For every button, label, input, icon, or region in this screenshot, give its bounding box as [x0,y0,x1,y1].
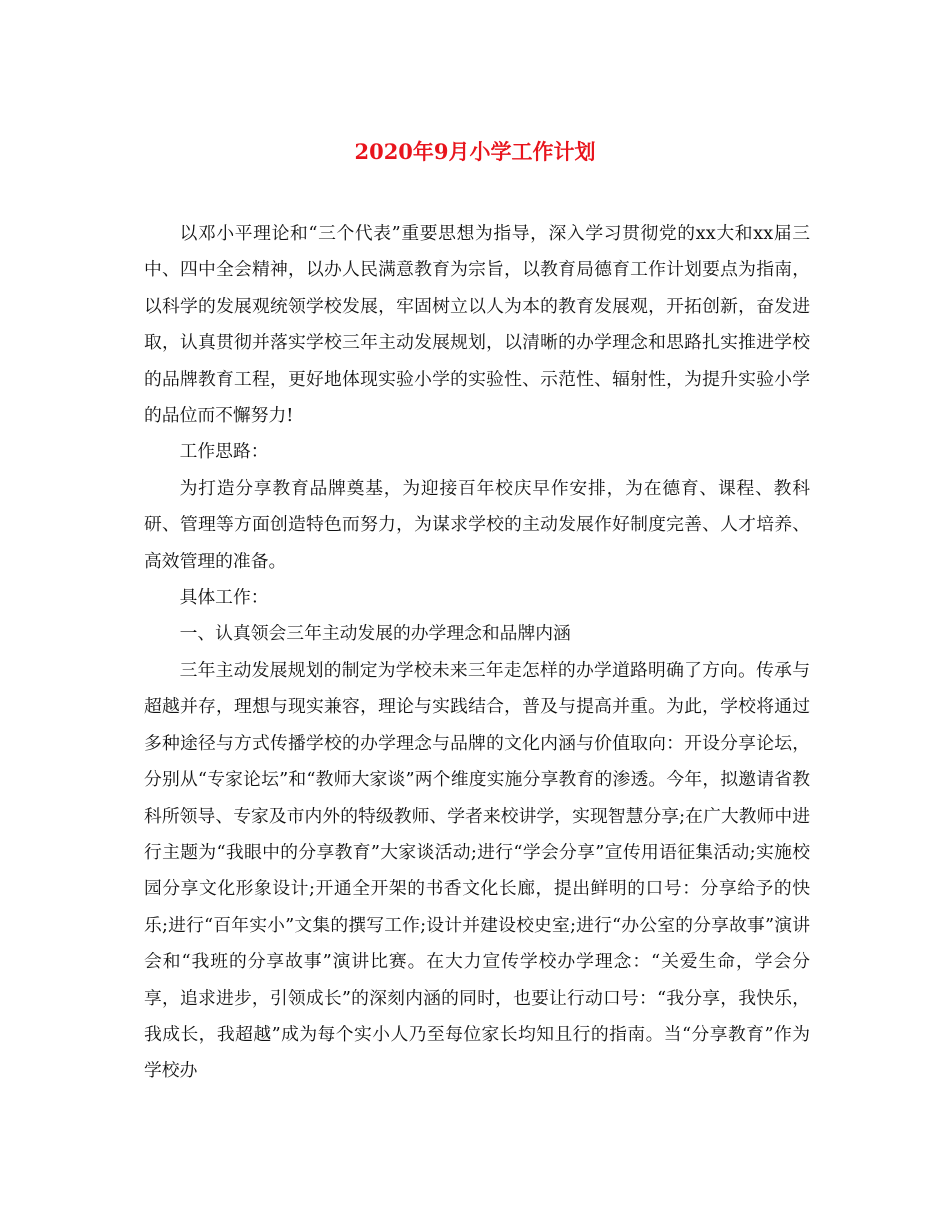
paragraph-heading-specific-work: 具体工作： [179,587,269,609]
document-body [144,216,810,1090]
document-title: 2020年9月小学工作计划 [354,139,596,164]
paragraph-section-one-body: 三年主动发展规划的制定为学校未来三年走怎样的办学道路明确了方向。传承与超越并存，理想与现实兼容，理论与实践结合，普及与提高并重。为此，学校将通过多种途径与方式传播学校的办学理念与品牌的文化内涵与价值取向：开设分享论坛，分别从“专家论坛”和“教师大家谈”两个维度实施分享教育的渗透。今年，拟邀请省教科所领导、专家及市内外的特级教师、学者来校讲学，实现智慧分享;在广大教师中进行主题为“我眼中的分享教育”大家谈活动;进行“学会分享”宣传用语征集活动;实施校园分享文化形象设计;开通全开架的书香文化长廊，提出鲜明的口号：分享给予的快乐;进行“百年实小”文集的撰写工作;设计并建设校史室;进行“办公室的分享故事”演讲会和“我班的分享故事”演讲比赛。在大力宣传学校办学理念：“关爱生命，学会分享，追求进步，引领成长”的深刻内涵的同时，也要让行动口号：“我分享，我快乐，我成长，我超越”成为每个实小人乃至每位家长均知且行的指南。当“分享教育”作为学校办 [144,659,810,1082]
paragraph-work-ideas: 为打造分享教育品牌奠基，为迎接百年校庆早作安排，为在德育、课程、教科研、管理等方面创造特色而努力，为谋求学校的主动发展作好制度完善、人才培养、高效管理的准备。 [144,477,810,572]
paragraph-heading-work-ideas: 工作思路： [179,441,269,463]
paragraph-intro: 以邓小平理论和“三个代表”重要思想为指导，深入学习贯彻党的xx大和xx届三中、四中全会精神，以办人民满意教育为宗旨，以教育局德育工作计划要点为指南，以科学的发展观统领学校发展，牢固树立以人为本的教育发展观，开拓创新，奋发进取，认真贯彻并落实学校三年主动发展规划，以清晰的办学理念和思路扎实推进学校的品牌教育工程，更好地体现实验小学的实验性、示范性、辐射性，为提升实验小学的品位而不懈努力! [144,223,810,427]
paragraph-section-one-heading: 一、认真领会三年主动发展的办学理念和品牌内涵 [179,623,571,645]
